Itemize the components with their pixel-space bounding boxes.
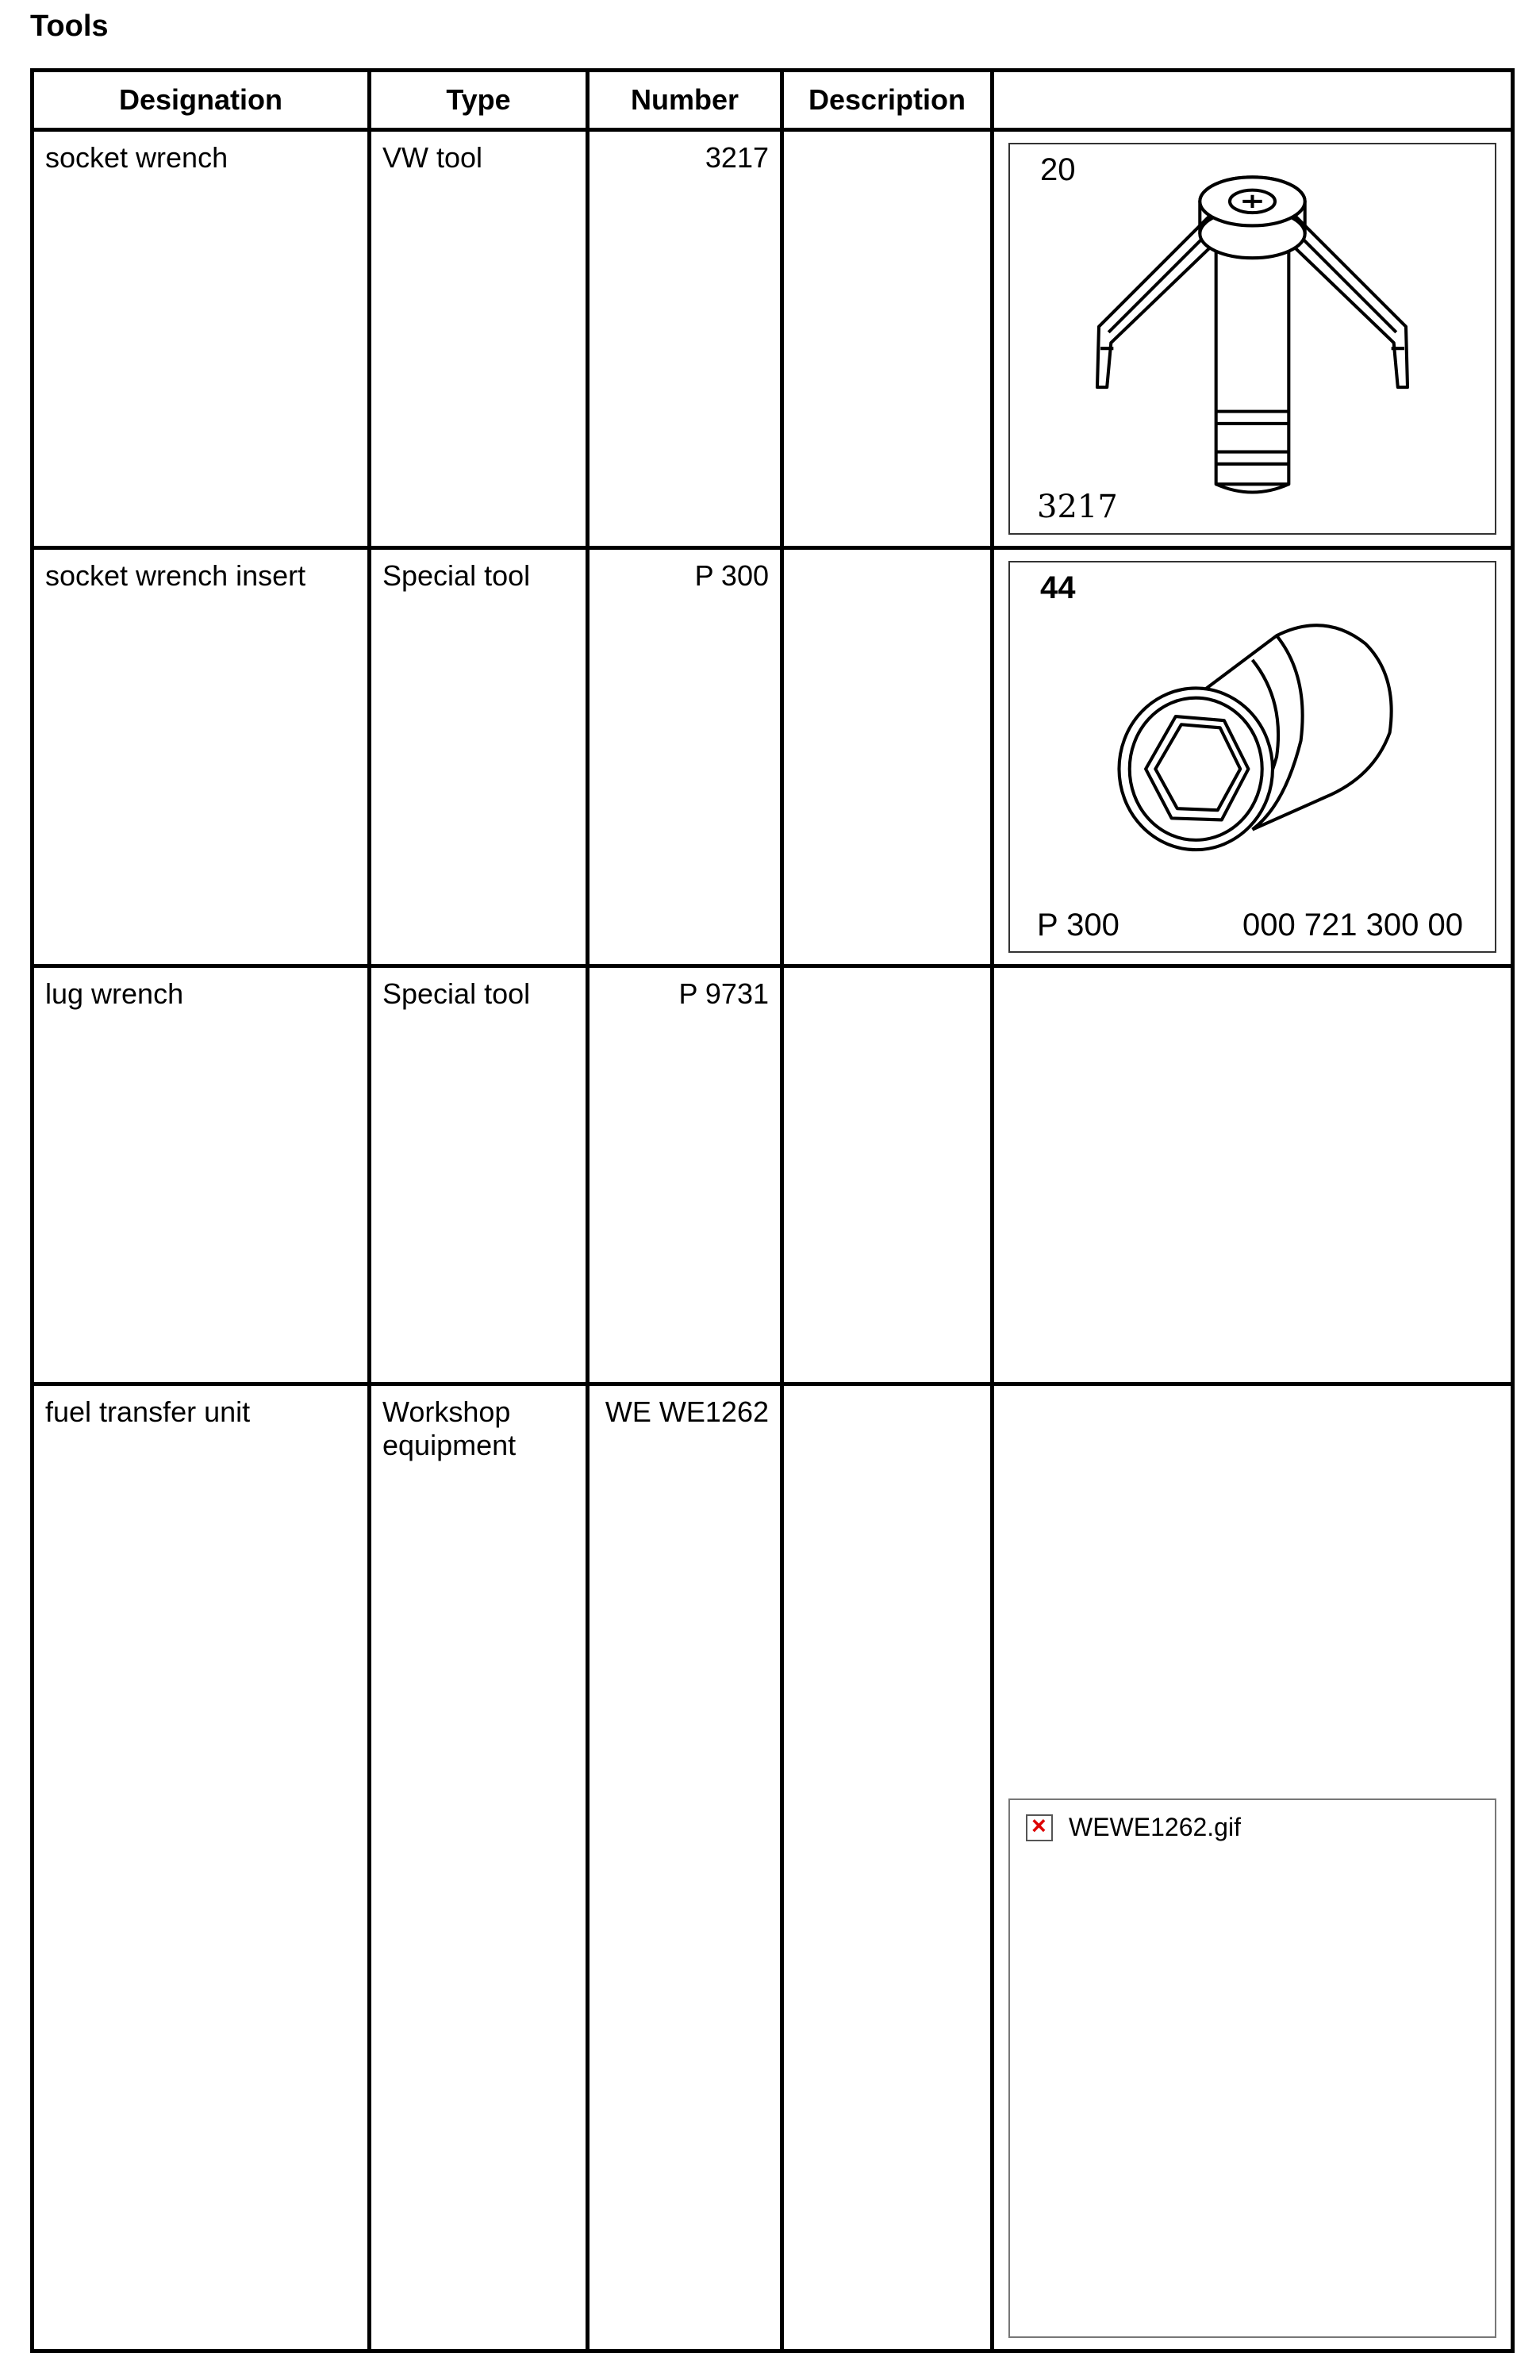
number-cell	[588, 130, 782, 548]
designation-text: socket wrench	[45, 141, 229, 174]
broken-image-filename: WEWE1262.gif	[1069, 1813, 1241, 1841]
broken-image-frame	[1008, 1798, 1496, 2338]
header-designation: Designation	[33, 71, 370, 130]
socket-insert-drawing	[1010, 562, 1495, 951]
number-text: P 9731	[678, 977, 769, 1010]
designation-text: socket wrench insert	[45, 559, 306, 592]
header-image	[993, 71, 1513, 130]
number-text: 3217	[705, 141, 769, 174]
designation-cell	[33, 1384, 370, 2351]
description-text	[784, 550, 990, 569]
tools-table	[30, 68, 1515, 2353]
designation-cell	[33, 548, 370, 966]
table-header-row	[33, 71, 1513, 130]
number-cell	[588, 548, 782, 966]
type-cell	[370, 548, 588, 966]
type-text: Workshop equipment	[382, 1395, 517, 1461]
type-cell	[370, 1384, 588, 2351]
table-row	[33, 130, 1513, 548]
broken-image-icon	[1026, 1814, 1053, 1841]
description-text	[784, 1386, 990, 1405]
number-text: WE WE1262	[605, 1395, 769, 1428]
number-text: P 300	[694, 559, 769, 592]
drawing-top-label: 44	[1040, 570, 1076, 605]
tool-image-frame	[1008, 561, 1496, 953]
type-cell	[370, 966, 588, 1384]
image-cell	[993, 130, 1513, 548]
designation-cell	[33, 130, 370, 548]
image-cell	[993, 1384, 1513, 2351]
table-row	[33, 1384, 1513, 2351]
drawing-bottom-label: P 300	[1037, 908, 1119, 942]
image-cell	[993, 966, 1513, 1384]
tool-image-frame	[1008, 143, 1496, 535]
header-number: Number	[588, 71, 782, 130]
description-cell	[782, 548, 993, 966]
drawing-part-number: 000 721 300 00	[1242, 908, 1463, 942]
designation-cell	[33, 966, 370, 1384]
number-cell	[588, 1384, 782, 2351]
description-text	[784, 968, 990, 987]
drawing-top-label: 20	[1040, 152, 1076, 187]
table-row	[33, 548, 1513, 966]
header-description: Description	[782, 71, 993, 130]
table-row	[33, 966, 1513, 1384]
type-text: VW tool	[382, 141, 483, 174]
designation-text: lug wrench	[45, 977, 184, 1010]
description-cell	[782, 1384, 993, 2351]
socket-wrench-drawing	[1010, 144, 1495, 533]
number-cell	[588, 966, 782, 1384]
type-cell	[370, 130, 588, 548]
description-cell	[782, 966, 993, 1384]
page-title: Tools	[30, 10, 109, 43]
drawing-bottom-label: 3217	[1037, 489, 1118, 525]
description-cell	[782, 130, 993, 548]
image-cell	[993, 548, 1513, 966]
designation-text: fuel transfer unit	[45, 1395, 251, 1428]
header-type: Type	[370, 71, 588, 130]
type-text: Special tool	[382, 977, 531, 1010]
description-text	[784, 132, 990, 151]
type-text: Special tool	[382, 559, 531, 592]
